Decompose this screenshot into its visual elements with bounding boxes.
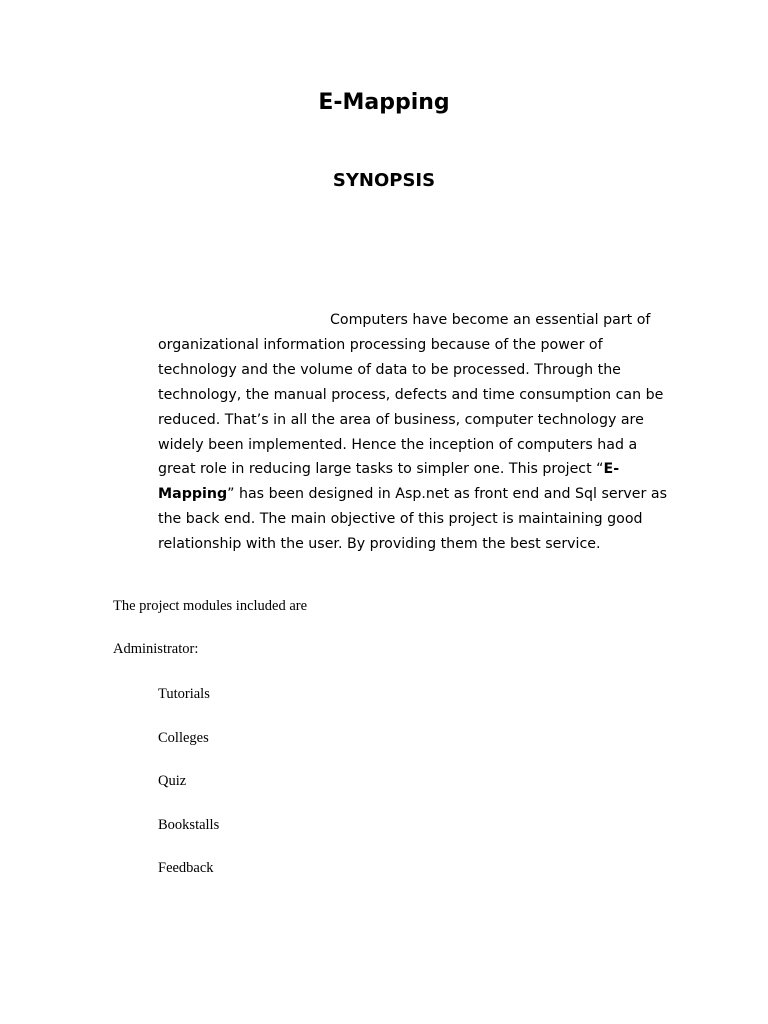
synopsis-paragraph (158, 308, 668, 557)
document-title: E-Mapping (318, 90, 450, 115)
section-heading: SYNOPSIS (332, 170, 436, 191)
module-item: Tutorials (158, 686, 210, 702)
synopsis-line: Mapping” has been designed in Asp.net as front end and Sql server as (158, 486, 667, 503)
synopsis-line: great role in reducing large tasks to simpler one. This project “E- (158, 461, 620, 478)
modules-intro: The project modules included are (113, 598, 308, 614)
module-item: Colleges (158, 729, 209, 746)
module-item: Feedback (158, 860, 214, 876)
project-name-bold: Mapping (158, 486, 228, 503)
admin-label: Administrator: (113, 641, 199, 657)
synopsis-line: the back end. The main objective of this project is maintaining good (158, 511, 643, 528)
project-name-bold: E- (603, 461, 620, 478)
synopsis-line: relationship with the user. By providing them the best service. (158, 536, 601, 553)
synopsis-line: organizational information processing because of the power of (158, 336, 603, 353)
synopsis-line: technology and the volume of data to be processed. Through the (158, 361, 621, 378)
module-item: Bookstalls (158, 816, 220, 833)
module-list (158, 684, 219, 902)
synopsis-line: technology, the manual process, defects and time consumption can be (158, 386, 664, 403)
module-item: Quiz (158, 773, 187, 789)
synopsis-line: reduced. That’s in all the area of business, computer technology are (158, 411, 644, 428)
synopsis-line: Computers have become an essential part of (330, 312, 651, 328)
synopsis-line: widely been implemented. Hence the inception of computers had a (158, 436, 638, 453)
